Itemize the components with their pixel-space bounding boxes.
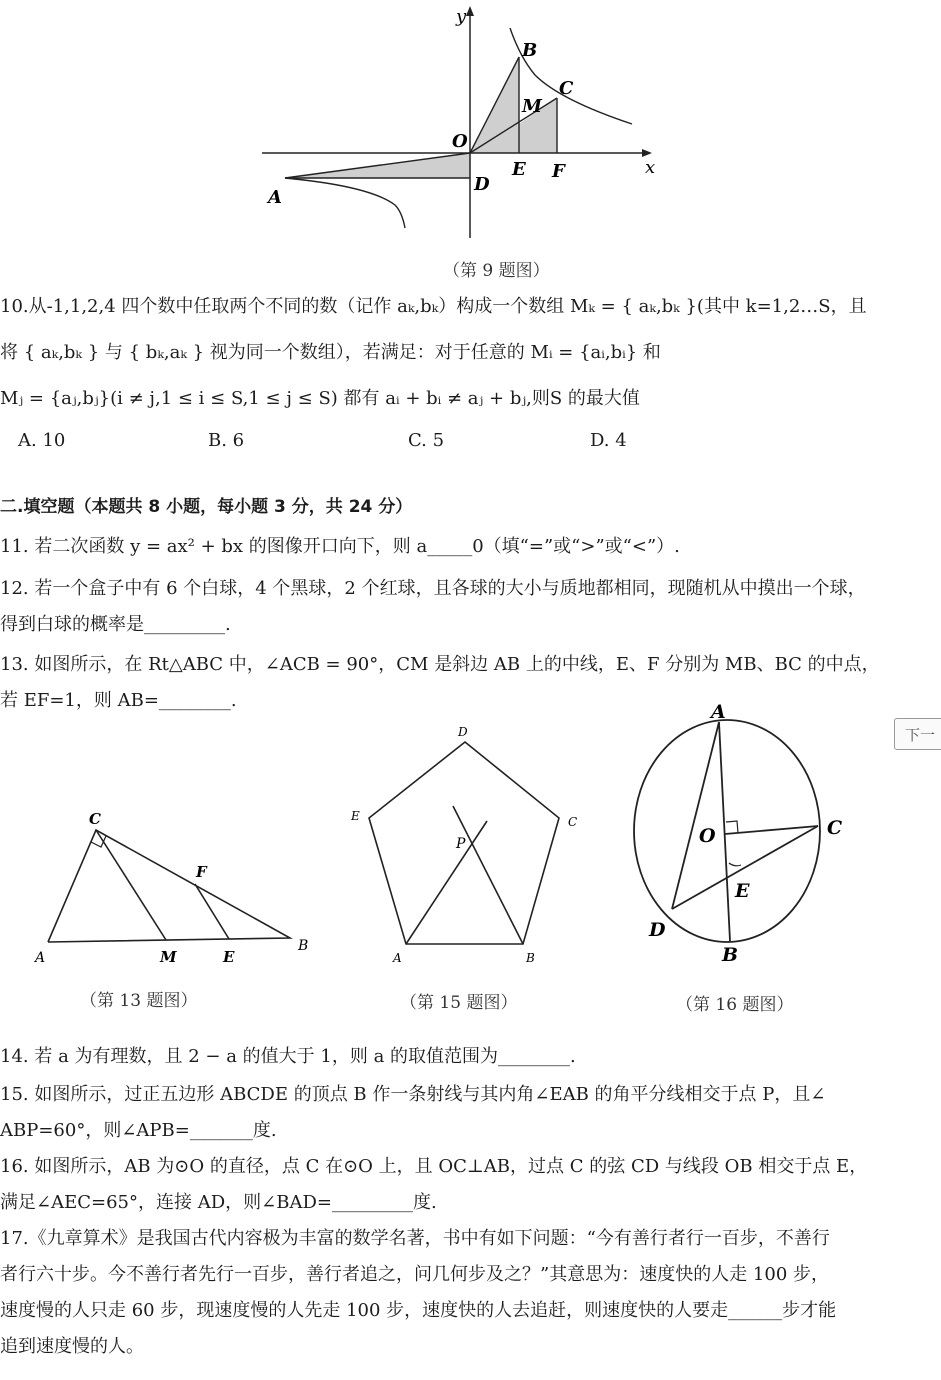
q11-text: 11. 若二次函数 y = ax² + bx 的图像开口向下，则 a_____0（填“=”或“>”或“<”）. [0,536,680,557]
q17-line4: 追到速度慢的人。 [0,1336,144,1357]
fig15-label-E: E [351,809,360,823]
fig13-label-A: A [35,950,46,966]
fig16-label-B: B [722,944,739,966]
q10-option-a[interactable]: A. 10 [18,430,66,451]
q14-text: 14. 若 a 为有理数，且 2 − a 的值大于 1，则 a 的取值范围为________. [0,1046,576,1067]
section-2-title: 二.填空题（本题共 8 小题，每小题 3 分，共 24 分） [0,497,413,517]
q15-line1: 15. 如图所示，过正五边形 ABCDE 的顶点 B 作一条射线与其内角∠EAB 的角平分线相交于点 P，且∠ [0,1084,826,1105]
fig13-label-M: M [160,948,177,966]
fig15-label-P: P [456,836,466,852]
fig13-label-E: E [223,948,235,966]
q13-line1: 13. 如图所示，在 Rt△ABC 中，∠ACB = 90°，CM 是斜边 AB 上的中线，E、F 分别为 MB、BC 的中点， [0,654,880,675]
q10-option-b[interactable]: B. 6 [208,430,245,451]
next-button[interactable]: 下一 [894,718,941,750]
fig16-label-D: D [649,919,666,941]
q10-option-c[interactable]: C. 5 [408,430,445,451]
q13-line2: 若 EF=1，则 AB=________. [0,690,237,711]
q10-line3: Mⱼ = {aⱼ,bⱼ}(i ≠ j,1 ≤ i ≤ S,1 ≤ j ≤ S) 都有 aᵢ + bᵢ ≠ aⱼ + bⱼ,则S 的最大值 [0,388,640,409]
fig16-label-E: E [735,880,750,902]
fig9-label-E: E [512,159,526,180]
fig9-label-B: B [522,40,538,61]
fig9-label-D: D [474,174,490,195]
q17-line3: 速度慢的人只走 60 步，现速度慢的人先走 100 步，速度快的人去追赶，则速度快的人要走______步才能 [0,1300,837,1321]
fig9-label-C: C [559,78,574,99]
q10-line1: 10.从-1,1,2,4 四个数中任取两个不同的数（记作 aₖ,bₖ）构成一个数组 Mₖ = { aₖ,bₖ }(其中 k=1,2…S，且 [0,296,867,317]
fig15-label-B: B [526,951,535,965]
fig9-label-y: y [456,6,467,27]
fig9-label-F: F [552,161,565,182]
fig13-label-C: C [89,810,101,828]
q10-line2: 将 { aₖ,bₖ } 与 { bₖ,aₖ } 视为同一个数组），若满足：对于任意的 Mᵢ = {aᵢ,bᵢ} 和 [0,342,661,363]
q16-line1: 16. 如图所示，AB 为⊙O 的直径，点 C 在⊙O 上，且 OC⊥AB，过点 C 的弦 CD 与线段 OB 相交于点 E， [0,1156,868,1177]
q17-line1: 17.《九章算术》是我国古代内容极为丰富的数学名著，书中有如下问题：“今有善行者行一百步，不善行 [0,1228,830,1249]
figure-13-diagram [30,800,330,970]
fig13-label-B: B [298,938,309,954]
fig9-label-x: x [645,157,656,178]
fig15-caption: （第 15 题图） [400,993,518,1013]
q10-option-d[interactable]: D. 4 [590,430,627,451]
fig15-label-A: A [393,951,402,965]
figure-16-diagram [630,695,860,970]
fig15-label-D: D [458,725,468,739]
fig13-caption: （第 13 题图） [80,991,198,1011]
q12-line1: 12. 若一个盒子中有 6 个白球，4 个黑球，2 个红球，且各球的大小与质地都相同，现随机从中摸出一个球， [0,578,866,599]
q15-line2: ABP=60°，则∠APB=_______度. [0,1120,277,1141]
fig15-label-C: C [568,815,578,829]
fig9-label-O: O [452,131,468,152]
fig13-label-F: F [196,863,207,881]
fig9-label-M: M [522,96,542,117]
fig9-caption: （第 9 题图） [443,261,550,281]
fig9-label-A: A [268,187,282,208]
fig16-label-O: O [699,825,716,847]
q16-line2: 满足∠AEC=65°，连接 AD，则∠BAD=_________度. [0,1192,437,1213]
fig16-label-C: C [827,817,843,839]
figure-9-diagram [255,0,675,240]
q17-line2: 者行六十步。今不善行者先行一百步，善行者追之，问几何步及之？”其意思为：速度快的人走 100 步， [0,1264,829,1285]
fig16-caption: （第 16 题图） [676,995,794,1015]
fig16-label-A: A [711,701,726,723]
q12-line2: 得到白球的概率是_________. [0,614,231,635]
figure-15-diagram [345,718,585,968]
